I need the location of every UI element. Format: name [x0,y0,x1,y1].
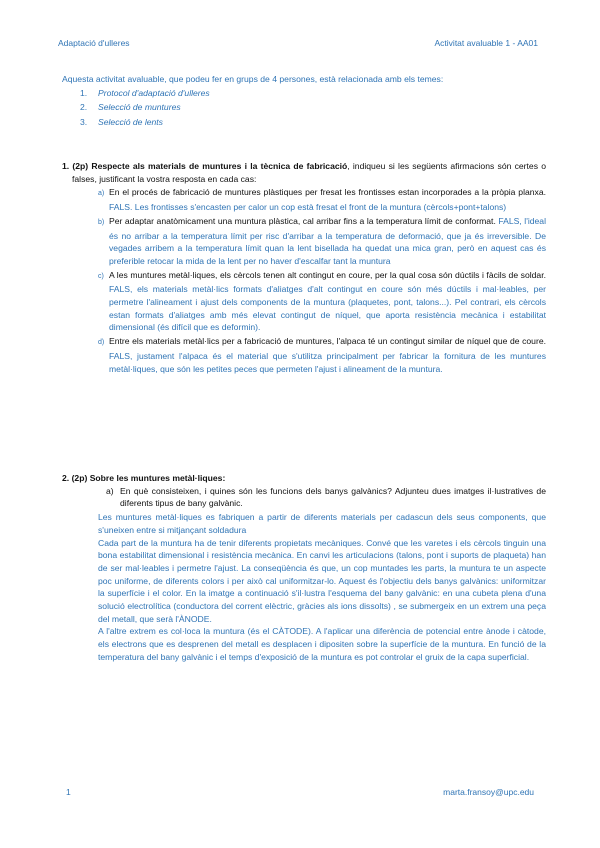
item-label: b) [98,218,105,226]
question-2-subquestion [106,485,546,510]
topic-number: 2. [80,102,88,112]
intro-text: Aquesta activitat avaluable, que podeu fer en grups de 4 persones, està relacionada amb els temes: [62,74,444,84]
subquestion-text: En què consisteixen, i quines són les funcions dels banys galvànics? Adjunteu dues imatges il·lustratives de diferents tipus de bany galvànic. [120,485,546,509]
topic-item [80,100,532,115]
question-1-items [98,186,546,375]
item-statement: Entre els materials metàl·lics per a fabricació de muntures, l'alpaca té un contingut similar de níquel que de coure. [109,336,546,347]
question-1-title [62,160,546,185]
topic-label: Selecció de muntures [98,102,181,112]
item-label: c) [98,272,104,280]
question-2-number: 2. [62,473,70,483]
item-answer: FALS, els materials metàl·lics formats d'aliatges d'alt contingut en coure són més dúctils i mal·leables, per permetre l'alineament i ajust dels components de la muntura (plaquetes, pont, talons...). Pel contrari, els cèrcols estan formats d'aliatges amb més elevat contingut de níquel, que aporta resistència mecànica i estabilitat dimensional (és difícil que es deformin). [109,284,546,333]
topic-label: Protocol d'adaptació d'ulleres [98,87,210,98]
subquestion-label: a) [106,485,114,496]
statement-item [98,335,546,375]
question-2-heading: (2p) Sobre les muntures metàl·liques: [71,473,226,483]
item-statement: En el procés de fabricació de muntures plàstiques per fresat les frontisses estan incorporades a la pròpia planxa. [109,187,546,198]
topic-item [80,86,532,101]
question-1-number: 1. [62,161,70,171]
topic-label: Selecció de lents [98,116,163,127]
question-2-answer [98,511,546,663]
question-2-title [62,472,546,485]
item-label: d) [98,339,105,347]
answer-paragraph: Cada part de la muntura ha de tenir diferents propietats mecàniques. Convé que les varetes i els cèrcols tinguin una bona estabilitat dimensional i resistència mecànica. En canvi les articulacions (talons, pont i suports de plaqueta) han de ser mal·leables i permetre l'ajust. La conseqüència és que, un cop muntades les parts, la muntura te un aspecte poc uniforme, de diferents colors i per això cal uniformitzar-lo. Aquest és l'objectiu dels banys galvànics: uniformitzar la superfície i el color. En la imatge a continuació s'il·lustra l'esquema del bany galvànic: en una cubeta plena d'una solució electrolítica (conductora del corrent elèctric, gràcies als ions dissolts) , se submergeix en un extrem una peça del metall, que serà l'ÀNODE. [98,537,546,624]
author-email: marta.fransoy@upc.edu [443,787,534,797]
statement-item [98,215,546,268]
item-statement: Per adaptar anatòmicament una muntura plàstica, cal arribar fins a la temperatura límit de conformat. [109,215,496,226]
intro-section [62,73,532,129]
item-statement: A les muntures metàl·liques, els cèrcols tenen alt contingut en coure, per la qual cosa són dúctils i fàcils de soldar. [109,269,546,280]
answer-paragraph: Les muntures metàl·liques es fabriquen a partir de diferents materials per cadascun dels seus components, que s'uneixen entre si mitjançant soldadura [98,512,546,535]
topic-item [80,115,532,130]
header-course-title: Adaptació d'ulleres [58,38,130,48]
item-answer: FALS, justament l'alpaca és el material que s'utilitza principalment per fabricar la fornitura de les muntures metàl·liques, que són les petites peces que permeten l'ajust i alineament de la muntura. [109,350,546,374]
statement-item [98,186,546,213]
question-1-points: (2p) Respecte als materials de muntures i la tècnica de fabricació [72,161,348,171]
item-label: a) [98,190,105,198]
question-1 [62,160,546,376]
header-activity-title: Activitat avaluable 1 - AA01 [434,38,538,48]
topic-number: 3. [80,116,88,127]
topic-number: 1. [80,87,88,98]
item-answer: FALS, l'ideal és no arribar a la temperatura límit per risc d'arribar a la temperatura de deformació, que ja és irreversible. De vegades arribem a la temperatura límit quan la lent bisellada ha quedat una mica gran, però en aquest cas és preferible retocar la mida de la lent per no haver d'escalfar tant la muntura [109,215,546,266]
question-2 [62,472,546,664]
answer-paragraph: A l'altre extrem es col·loca la muntura (és el CÀTODE). A l'aplicar una diferència de potencial entre ànode i càtode, els electrons que es desprenen del metall es desplacen i dipositen sobre la superfície de la muntura. En funció de la temperatura del bany galvànic i el temps d'exposició de la muntura es pot controlar el gruix de la capa superficial. [98,626,546,662]
item-answer: FALS. Les frontisses s'encasten per calor un cop està fresat el front de la muntura (cèrcols+pont+talons) [109,202,507,213]
topics-list [80,86,532,130]
statement-item [98,269,546,335]
question-1-rest: , indiqueu si les següents afirmacions són certes o falses, justificant la vostra resposta en cada cas: [72,161,547,184]
page-number: 1 [66,787,71,797]
